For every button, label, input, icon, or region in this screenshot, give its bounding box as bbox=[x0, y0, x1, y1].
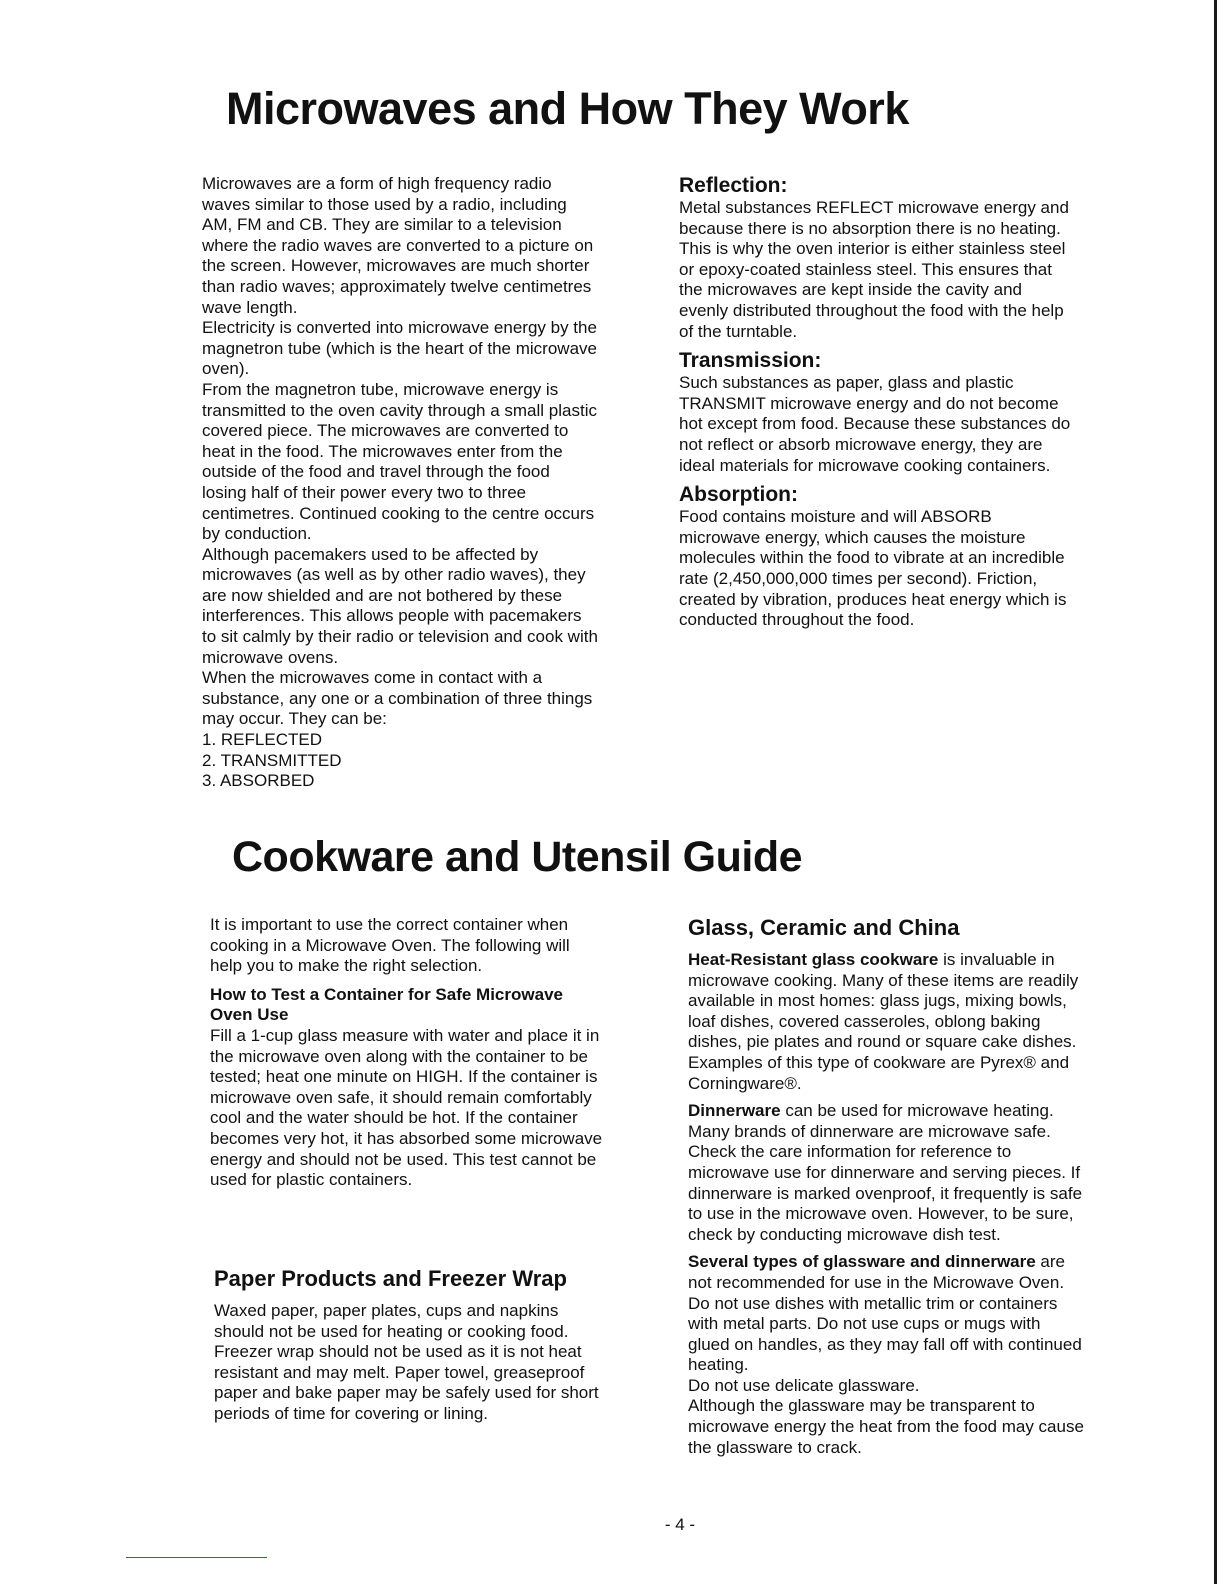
heat-resistant-lead: Heat-Resistant glass cookware bbox=[688, 950, 939, 969]
glass-ceramic-column bbox=[688, 914, 1118, 1458]
text-line: Fill a 1-cup glass measure with water and place it in bbox=[210, 1025, 600, 1045]
text-line: transmitted to the oven cavity through a small plastic bbox=[202, 400, 597, 420]
transmission-text bbox=[679, 373, 1109, 476]
text-line: available in most homes: glass jugs, mixing bowls, bbox=[688, 991, 1067, 1011]
page-title-cookware: Cookware and Utensil Guide bbox=[232, 833, 802, 881]
text-fragment: is invaluable in bbox=[938, 950, 1055, 969]
text-line: not recommended for use in the Microwave Oven. bbox=[688, 1272, 1065, 1292]
text-line: loaf dishes, covered casseroles, oblong baking bbox=[688, 1011, 1041, 1031]
text-line: of the turntable. bbox=[679, 321, 798, 341]
text-line: dishes, pie plates and round or square cake dishes. bbox=[688, 1032, 1077, 1052]
text-line: to sit calmly by their radio or television and cook with bbox=[202, 627, 598, 647]
text-fragment: can be used for microwave heating. bbox=[780, 1101, 1054, 1121]
text-line: used for plastic containers. bbox=[210, 1170, 413, 1190]
text-line: microwave use for dinnerware and serving pieces. If bbox=[688, 1162, 1081, 1182]
text-line: where the radio waves are converted to a picture on bbox=[202, 235, 594, 255]
container-test-heading bbox=[210, 985, 645, 1026]
text-line: oven). bbox=[202, 359, 250, 379]
text-line: the microwaves are kept inside the cavity and bbox=[679, 280, 1023, 300]
text-line bbox=[688, 1252, 1118, 1273]
text-line: hot except from food. Because these substances do bbox=[679, 414, 1071, 434]
text-line: because there is no absorption there is no heating. bbox=[679, 218, 1061, 238]
reflection-heading: Reflection: bbox=[679, 174, 788, 197]
text-line bbox=[688, 950, 1118, 971]
list-item: 1. REFLECTED bbox=[202, 730, 322, 750]
text-line: microwave energy, which causes the moisture bbox=[679, 527, 1026, 547]
text-line: heat in the food. The microwaves enter from the bbox=[202, 441, 563, 461]
glass-ceramic-heading: Glass, Ceramic and China bbox=[688, 915, 960, 940]
text-line: Such substances as paper, glass and plastic bbox=[679, 373, 1014, 393]
text-line: the glassware to crack. bbox=[688, 1437, 862, 1457]
page-title-microwaves: Microwaves and How They Work bbox=[226, 83, 909, 134]
container-test-text bbox=[210, 1026, 645, 1191]
text-line: resistant and may melt. Paper towel, greaseproof bbox=[214, 1362, 585, 1382]
text-line: glued on handles, as they may fall off with continued bbox=[688, 1334, 1082, 1354]
text-line: Although pacemakers used to be affected by bbox=[202, 544, 539, 564]
text-line: Metal substances REFLECT microwave energy and bbox=[679, 198, 1069, 217]
text-line: Food contains moisture and will ABSORB bbox=[679, 507, 992, 527]
text-line: ideal materials for microwave cooking containers. bbox=[679, 455, 1051, 475]
text-line: to use in the microwave oven. However, to be sure, bbox=[688, 1204, 1074, 1224]
text-line: AM, FM and CB. They are similar to a television bbox=[202, 215, 562, 235]
text-line: Do not use delicate glassware. bbox=[688, 1375, 920, 1395]
text-line: How to Test a Container for Safe Microwave bbox=[210, 984, 563, 1004]
text-line: From the magnetron tube, microwave energy is bbox=[202, 379, 559, 399]
microwaves-intro-column bbox=[202, 174, 642, 792]
paper-products-heading: Paper Products and Freezer Wrap bbox=[214, 1266, 567, 1291]
text-line: Waxed paper, paper plates, cups and napkins bbox=[214, 1301, 559, 1320]
text-line: microwaves (as well as by other radio waves), they bbox=[202, 565, 586, 585]
footer-rule bbox=[126, 1557, 267, 1558]
text-line: centimetres. Continued cooking to the centre occurs bbox=[202, 503, 595, 523]
list-item: 3. ABSORBED bbox=[202, 771, 315, 791]
microwaves-intro-text bbox=[202, 174, 642, 730]
text-line: Microwaves are a form of high frequency radio bbox=[202, 174, 552, 193]
text-line: covered piece. The microwaves are converted to bbox=[202, 421, 569, 441]
paper-products-section bbox=[214, 1265, 644, 1425]
text-line: the microwave oven along with the container to be bbox=[210, 1046, 589, 1066]
cookware-intro-text bbox=[210, 915, 645, 977]
text-line: Check the care information for reference to bbox=[688, 1142, 1012, 1162]
text-line: heating. bbox=[688, 1355, 749, 1375]
microwaves-effects-column bbox=[679, 173, 1109, 631]
text-line: microwave ovens. bbox=[202, 647, 339, 667]
text-line: microwave cooking. Many of these items are readily bbox=[688, 970, 1079, 990]
text-line: molecules within the food to vibrate at an incredible bbox=[679, 548, 1065, 568]
text-line: outside of the food and travel through the food bbox=[202, 462, 550, 482]
page-number: - 4 - bbox=[664, 1515, 696, 1534]
text-line: with metal parts. Do not use cups or mugs with bbox=[688, 1314, 1041, 1334]
text-line: check by conducting microwave dish test. bbox=[688, 1224, 1001, 1244]
text-line: cooking in a Microwave Oven. The following will bbox=[210, 935, 570, 955]
text-line: periods of time for covering or lining. bbox=[214, 1403, 489, 1423]
text-line: dinnerware is marked ovenproof, it frequently is safe bbox=[688, 1183, 1083, 1203]
text-line: This is why the oven interior is either stainless steel bbox=[679, 239, 1066, 259]
text-line: by conduction. bbox=[202, 524, 312, 544]
text-line: waves similar to those used by a radio, including bbox=[202, 194, 567, 214]
text-line: becomes very hot, it has absorbed some microwave bbox=[210, 1128, 603, 1148]
text-line: the screen. However, microwaves are much shorter bbox=[202, 256, 590, 276]
text-line: should not be used for heating or cooking food. bbox=[214, 1321, 569, 1341]
text-line: created by vibration, produces heat energy which is bbox=[679, 589, 1067, 609]
paper-products-text bbox=[214, 1301, 644, 1425]
text-line: may occur. They can be: bbox=[202, 709, 387, 729]
dinnerware-lead: Dinnerware bbox=[688, 1101, 781, 1121]
dinnerware-paragraph bbox=[688, 1101, 1118, 1245]
text-line: substance, any one or a combination of three things bbox=[202, 688, 593, 708]
reflection-text bbox=[679, 198, 1109, 342]
text-line: Electricity is converted into microwave energy by the bbox=[202, 318, 597, 338]
text-line: than radio waves; approximately twelve centimetres bbox=[202, 276, 592, 296]
text-line: losing half of their power every two to three bbox=[202, 482, 527, 502]
text-line: Many brands of dinnerware are microwave safe. bbox=[688, 1121, 1051, 1141]
text-line: are now shielded and are not bothered by these bbox=[202, 585, 563, 605]
text-line: Although the glassware may be transparent to bbox=[688, 1396, 1035, 1416]
text-line: Corningware®. bbox=[688, 1073, 802, 1093]
text-line: microwave energy the heat from the food may cause bbox=[688, 1417, 1084, 1437]
text-line: Do not use dishes with metallic trim or containers bbox=[688, 1293, 1058, 1313]
text-line: wave length. bbox=[202, 297, 298, 317]
transmission-heading: Transmission: bbox=[679, 349, 822, 373]
text-line: energy and should not be used. This test cannot be bbox=[210, 1149, 597, 1169]
text-line: When the microwaves come in contact with a bbox=[202, 668, 543, 688]
absorption-heading: Absorption: bbox=[679, 483, 798, 507]
text-line: help you to make the right selection. bbox=[210, 956, 483, 976]
text-line: interferences. This allows people with pacemakers bbox=[202, 606, 582, 626]
text-line: It is important to use the correct container when bbox=[210, 915, 569, 934]
text-line: microwave oven safe, it should remain comfortably bbox=[210, 1087, 592, 1107]
not-recommended-lead: Several types of glassware and dinnerware bbox=[688, 1252, 1036, 1272]
text-line: conducted throughout the food. bbox=[679, 610, 915, 630]
heat-resistant-paragraph bbox=[688, 950, 1118, 1094]
text-line: evenly distributed throughout the food with the help bbox=[679, 300, 1064, 320]
text-line: tested; heat one minute on HIGH. If the container is bbox=[210, 1067, 598, 1087]
microwave-effects-list bbox=[202, 730, 642, 792]
text-line: magnetron tube (which is the heart of the microwave bbox=[202, 338, 597, 358]
absorption-text bbox=[679, 507, 1109, 631]
text-line: not reflect or absorb microwave energy, they are bbox=[679, 434, 1043, 454]
text-line bbox=[688, 1101, 1118, 1122]
page-edge-rule bbox=[1214, 0, 1217, 1584]
text-line: or epoxy-coated stainless steel. This ensures that bbox=[679, 259, 1052, 279]
text-line: paper and bake paper may be safely used for short bbox=[214, 1383, 599, 1403]
cookware-intro-column bbox=[210, 915, 645, 1191]
text-line: Examples of this type of cookware are Pyrex® and bbox=[688, 1052, 1070, 1072]
text-line: cool and the water should be hot. If the container bbox=[210, 1108, 578, 1128]
list-item: 2. TRANSMITTED bbox=[202, 750, 342, 770]
text-line: Freezer wrap should not be used as it is not heat bbox=[214, 1342, 582, 1362]
not-recommended-paragraph bbox=[688, 1252, 1118, 1458]
text-line: TRANSMIT microwave energy and do not become bbox=[679, 393, 1059, 413]
text-line: Oven Use bbox=[210, 1005, 289, 1025]
text-line: rate (2,450,000,000 times per second). Friction, bbox=[679, 568, 1038, 588]
text-fragment: are bbox=[1035, 1252, 1065, 1272]
